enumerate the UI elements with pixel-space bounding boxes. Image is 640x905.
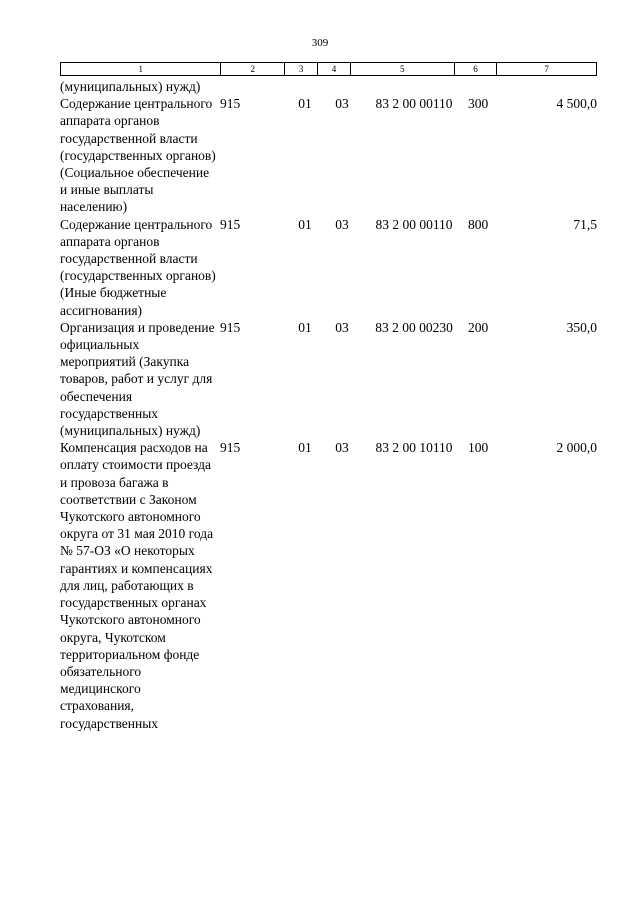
row-target: 83 2 00 00110	[375, 216, 453, 232]
row-subsection: 03	[335, 440, 349, 456]
row-amount: 350,0	[566, 319, 597, 335]
row-ministry: 915	[220, 216, 241, 232]
row-ministry: 915	[220, 440, 241, 456]
table-row	[60, 95, 600, 215]
row-target: 83 2 00 00230	[375, 319, 453, 335]
row-subsection: 03	[335, 216, 349, 232]
header-col-3: 3	[284, 63, 317, 75]
continuation-text: (муниципальных) нужд)	[60, 79, 201, 94]
row-amount: 4 500,0	[556, 96, 597, 112]
page-number: 309	[311, 37, 329, 49]
row-name: Содержание центрального аппарата органов государственной власти (государственных органов) (Социальное обеспечение и иные выплаты населению)	[60, 96, 216, 215]
row-amount: 2 000,0	[556, 440, 597, 456]
row-section: 01	[298, 216, 312, 232]
row-expense-type: 800	[468, 216, 489, 232]
row-name: Организация и проведение официальных мероприятий (Закупка товаров, работ и услуг для обеспечения государственных (муниципальных) нужд)	[60, 319, 215, 439]
row-expense-type: 100	[468, 440, 489, 456]
table-body	[60, 78, 600, 732]
row-expense-type: 300	[468, 96, 489, 112]
row-name: Компенсация расходов на оплату стоимости проезда и провоза багажа в соответствии с Законом Чукотского автономного округа от 31 мая 2010 года № 57-ОЗ «О некоторых гарантиях и компенсациях для лиц, работающих в государственных органах Чукотского автономного округа, Чукотском территориальном фонде обязательного медицинского страхования, государственных	[60, 440, 214, 731]
row-amount: 71,5	[573, 216, 597, 232]
row-section: 01	[298, 440, 312, 456]
header-col-7: 7	[496, 63, 596, 75]
row-section: 01	[298, 319, 312, 335]
row-target: 83 2 00 00110	[375, 96, 453, 112]
row-subsection: 03	[335, 96, 349, 112]
row-target: 83 2 00 10110	[375, 440, 453, 456]
table-row	[60, 439, 600, 731]
table-header	[60, 62, 597, 76]
row-ministry: 915	[220, 96, 241, 112]
row-ministry: 915	[220, 319, 241, 335]
row-expense-type: 200	[468, 319, 489, 335]
header-col-2: 2	[220, 63, 284, 75]
header-col-5: 5	[350, 63, 454, 75]
continuation-row	[60, 78, 600, 95]
table-row	[60, 319, 600, 439]
header-col-1: 1	[138, 64, 143, 74]
table-row	[60, 216, 600, 319]
row-name: Содержание центрального аппарата органов государственной власти (государственных органов) (Иные бюджетные ассигнования)	[60, 216, 216, 318]
header-col-6: 6	[454, 63, 497, 75]
row-section: 01	[298, 96, 312, 112]
header-col-4: 4	[317, 63, 350, 75]
row-subsection: 03	[335, 319, 349, 335]
